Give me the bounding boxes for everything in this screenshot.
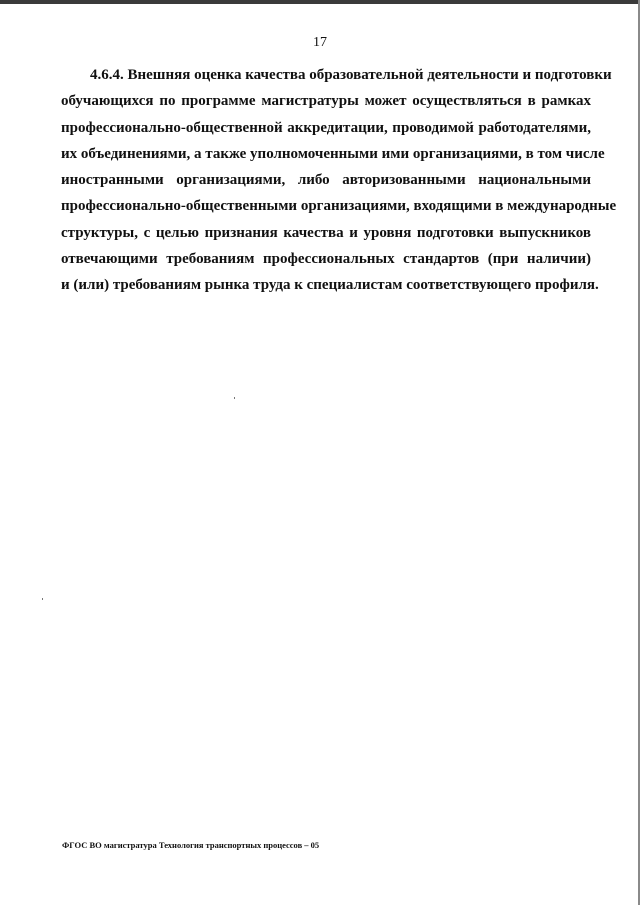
paragraph-line: и (или) требованиям рынка труда к специалистам соответствующего профиля. [61, 277, 599, 294]
paragraph-4-6-4 [61, 62, 617, 299]
paragraph-line: отвечающими требованиям профессиональных стандартов (при наличии) [61, 251, 591, 268]
paragraph-line: профессионально-общественной аккредитации, проводимой работодателями, [61, 119, 591, 136]
scan-speck [234, 397, 235, 399]
paragraph-line: структуры, с целью признания качества и уровня подготовки выпускников [61, 224, 591, 241]
page-number: 17 [313, 35, 327, 50]
scan-speck [42, 598, 43, 600]
document-footer: ФГОС ВО магистратура Технология транспортных процессов – 05 [62, 840, 320, 850]
paragraph-line: обучающихся по программе магистратуры может осуществляться в рамках [61, 93, 591, 110]
paragraph-line: профессионально-общественными организациями, входящими в международные [61, 198, 617, 215]
scan-top-edge [0, 0, 640, 4]
paragraph-line: их объединениями, а также уполномоченными ими организациями, в том числе [61, 145, 605, 162]
paragraph-line: 4.6.4. Внешняя оценка качества образовательной деятельности и подготовки [90, 67, 612, 83]
paragraph-line: иностранными организациями, либо авторизованными национальными [61, 172, 591, 189]
